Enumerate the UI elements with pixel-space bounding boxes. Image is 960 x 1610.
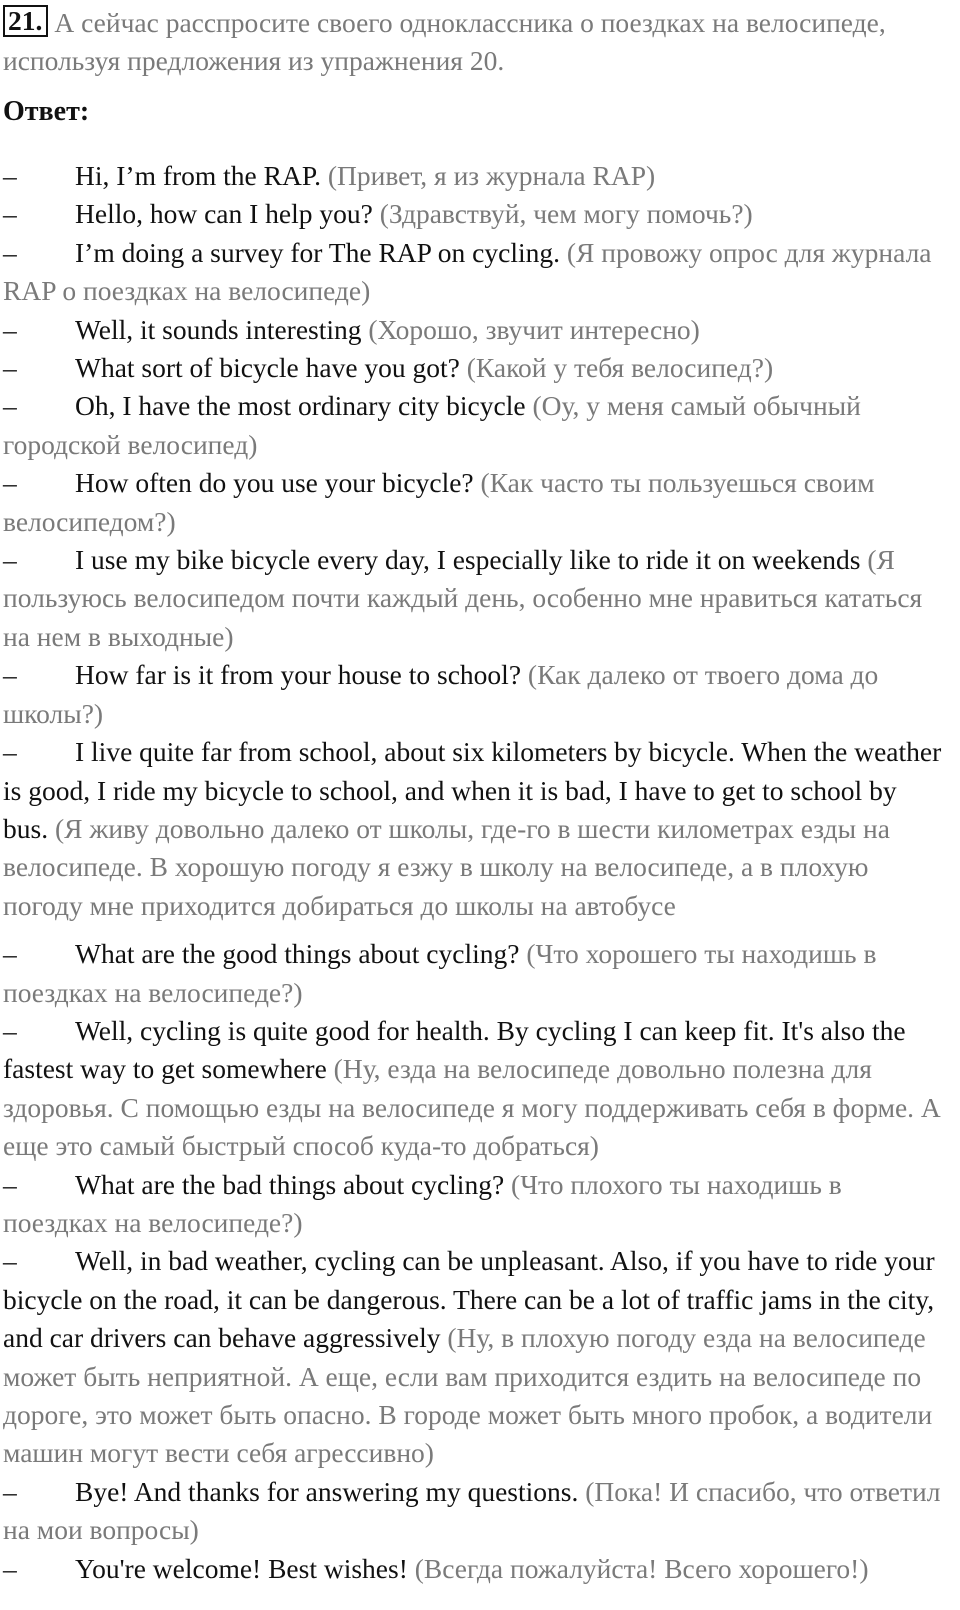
dash-marker: –: [3, 1475, 17, 1507]
russian-translation: (Привет, я из журнала RAP): [327, 160, 656, 191]
dialogue-list: [3, 157, 948, 1588]
dialogue-line: [3, 1012, 948, 1166]
english-phrase: What sort of bicycle have you got?: [75, 352, 460, 384]
russian-translation: (Что плохого ты находишь в поездках на велосипеде?): [3, 1168, 842, 1238]
task-text: А сейчас расспросите своего одноклассника о поездках на велосипеде, используя предложения из упражнения 20.: [3, 7, 886, 76]
dash-marker: –: [3, 160, 17, 191]
russian-translation: (Какой у тебя велосипед?): [466, 352, 774, 384]
answer-heading: Ответ:: [3, 96, 90, 127]
dialogue-line: [3, 195, 948, 233]
dash-marker: –: [3, 352, 17, 384]
english-phrase: How often do you use your bicycle?: [75, 467, 474, 499]
dash-marker: –: [3, 390, 17, 422]
russian-translation: (Оу, у меня самый обычный городской велосипед): [3, 390, 861, 460]
russian-translation: (Ну, езда на велосипеде довольно полезна для здоровья. С помощью езды на велосипеде я могу поддерживать себя в форме. А еще это самый быстрый способ куда-то добраться): [3, 1053, 941, 1162]
english-phrase: I’m doing a survey for The RAP on cycling.: [75, 236, 560, 268]
english-phrase: Well, in bad weather, cycling can be unpleasant. Also, if you have to ride your bicycle on the road, it can be dangerous. There can be a lot of traffic jams in the city, and car drivers can behave aggressively: [3, 1245, 935, 1354]
dialogue-line: [3, 311, 948, 349]
english-phrase: Bye! And thanks for answering my questions.: [75, 1475, 579, 1507]
russian-translation: (Что хорошего ты находишь в поездках на велосипеде?): [3, 938, 877, 1008]
russian-translation: (Пока! И спасибо, что ответил на мои вопросы): [3, 1475, 941, 1546]
dialogue-line: [3, 1473, 948, 1550]
russian-translation: (Здравствуй, чем могу помочь?): [379, 198, 753, 230]
dash-marker: –: [3, 659, 17, 691]
dialogue-line: [3, 387, 948, 464]
dash-marker: –: [3, 938, 17, 970]
english-phrase: Hi, I’m from the RAP.: [75, 160, 321, 191]
english-phrase: I live quite far from school, about six kilometers by bicycle. When the weather is good, I ride my bicycle to school, and when it is bad, I have to get to school by bus.: [3, 736, 942, 844]
dialogue-line: [3, 656, 948, 733]
english-phrase: Hello, how can I help you?: [75, 198, 373, 230]
dash-marker: –: [3, 236, 17, 268]
dialogue-line: [3, 935, 948, 1012]
english-phrase: Oh, I have the most ordinary city bicycle: [75, 390, 526, 422]
dialogue-line: [3, 1242, 948, 1472]
dash-marker: –: [3, 313, 17, 345]
russian-translation: (Я живу довольно далеко от школы, где-го в шести километрах езды на велосипеде. В хорошую погоду я езжу в школу на велосипеде, а в плохую погоду мне приходится добираться до школы на автобусе: [3, 812, 890, 921]
dialogue-line: [3, 733, 948, 925]
english-phrase: I use my bike bicycle every day, I especially like to ride it on weekends: [75, 544, 861, 576]
russian-translation: (Всегда пожалуйста! Всего хорошего!): [414, 1552, 869, 1584]
dash-marker: –: [3, 544, 17, 576]
english-phrase: How far is it from your house to school?: [75, 659, 522, 691]
task-instruction: [3, 4, 948, 80]
russian-translation: (Как часто ты пользуешься своим велосипедом?): [3, 467, 875, 537]
russian-translation: (Как далеко от твоего дома до школы?): [3, 659, 879, 729]
dash-marker: –: [3, 198, 17, 230]
dash-marker: –: [3, 1245, 17, 1277]
russian-translation: (Ну, в плохую погоду езда на велосипеде может быть неприятной. А еще, если вам приходится ездить на велосипеде по дороге, это может быть опасно. В городе может быть много пробок, а водители машин могут вести себя агрессивно): [3, 1322, 933, 1469]
english-phrase: Well, it sounds interesting: [75, 313, 362, 345]
task-number-box: 21.: [3, 5, 48, 37]
dash-marker: –: [3, 736, 17, 768]
dash-marker: –: [3, 1168, 17, 1200]
english-phrase: Well, cycling is quite good for health. By cycling I can keep fit. It's also the fastest way to get somewhere: [3, 1014, 906, 1085]
russian-translation: (Я пользуюсь велосипедом почти каждый день, особенно мне нравиться кататься на нем в выходные): [3, 544, 923, 652]
dialogue-line: [3, 157, 948, 195]
dash-marker: –: [3, 467, 17, 499]
dialogue-line: [3, 1166, 948, 1243]
dash-marker: –: [3, 1014, 17, 1046]
dialogue-line: [3, 464, 948, 541]
russian-translation: (Я провожу опрос для журнала RAP о поездках на велосипеде): [3, 236, 932, 307]
dialogue-line: [3, 234, 948, 311]
dialogue-line: [3, 1550, 948, 1588]
english-phrase: You're welcome! Best wishes!: [75, 1552, 408, 1584]
english-phrase: What are the good things about cycling?: [75, 938, 520, 970]
russian-translation: (Хорошо, звучит интересно): [368, 313, 700, 345]
dash-marker: –: [3, 1552, 17, 1584]
dialogue-line: [3, 541, 948, 656]
dialogue-line: [3, 349, 948, 387]
english-phrase: What are the bad things about cycling?: [75, 1168, 505, 1200]
